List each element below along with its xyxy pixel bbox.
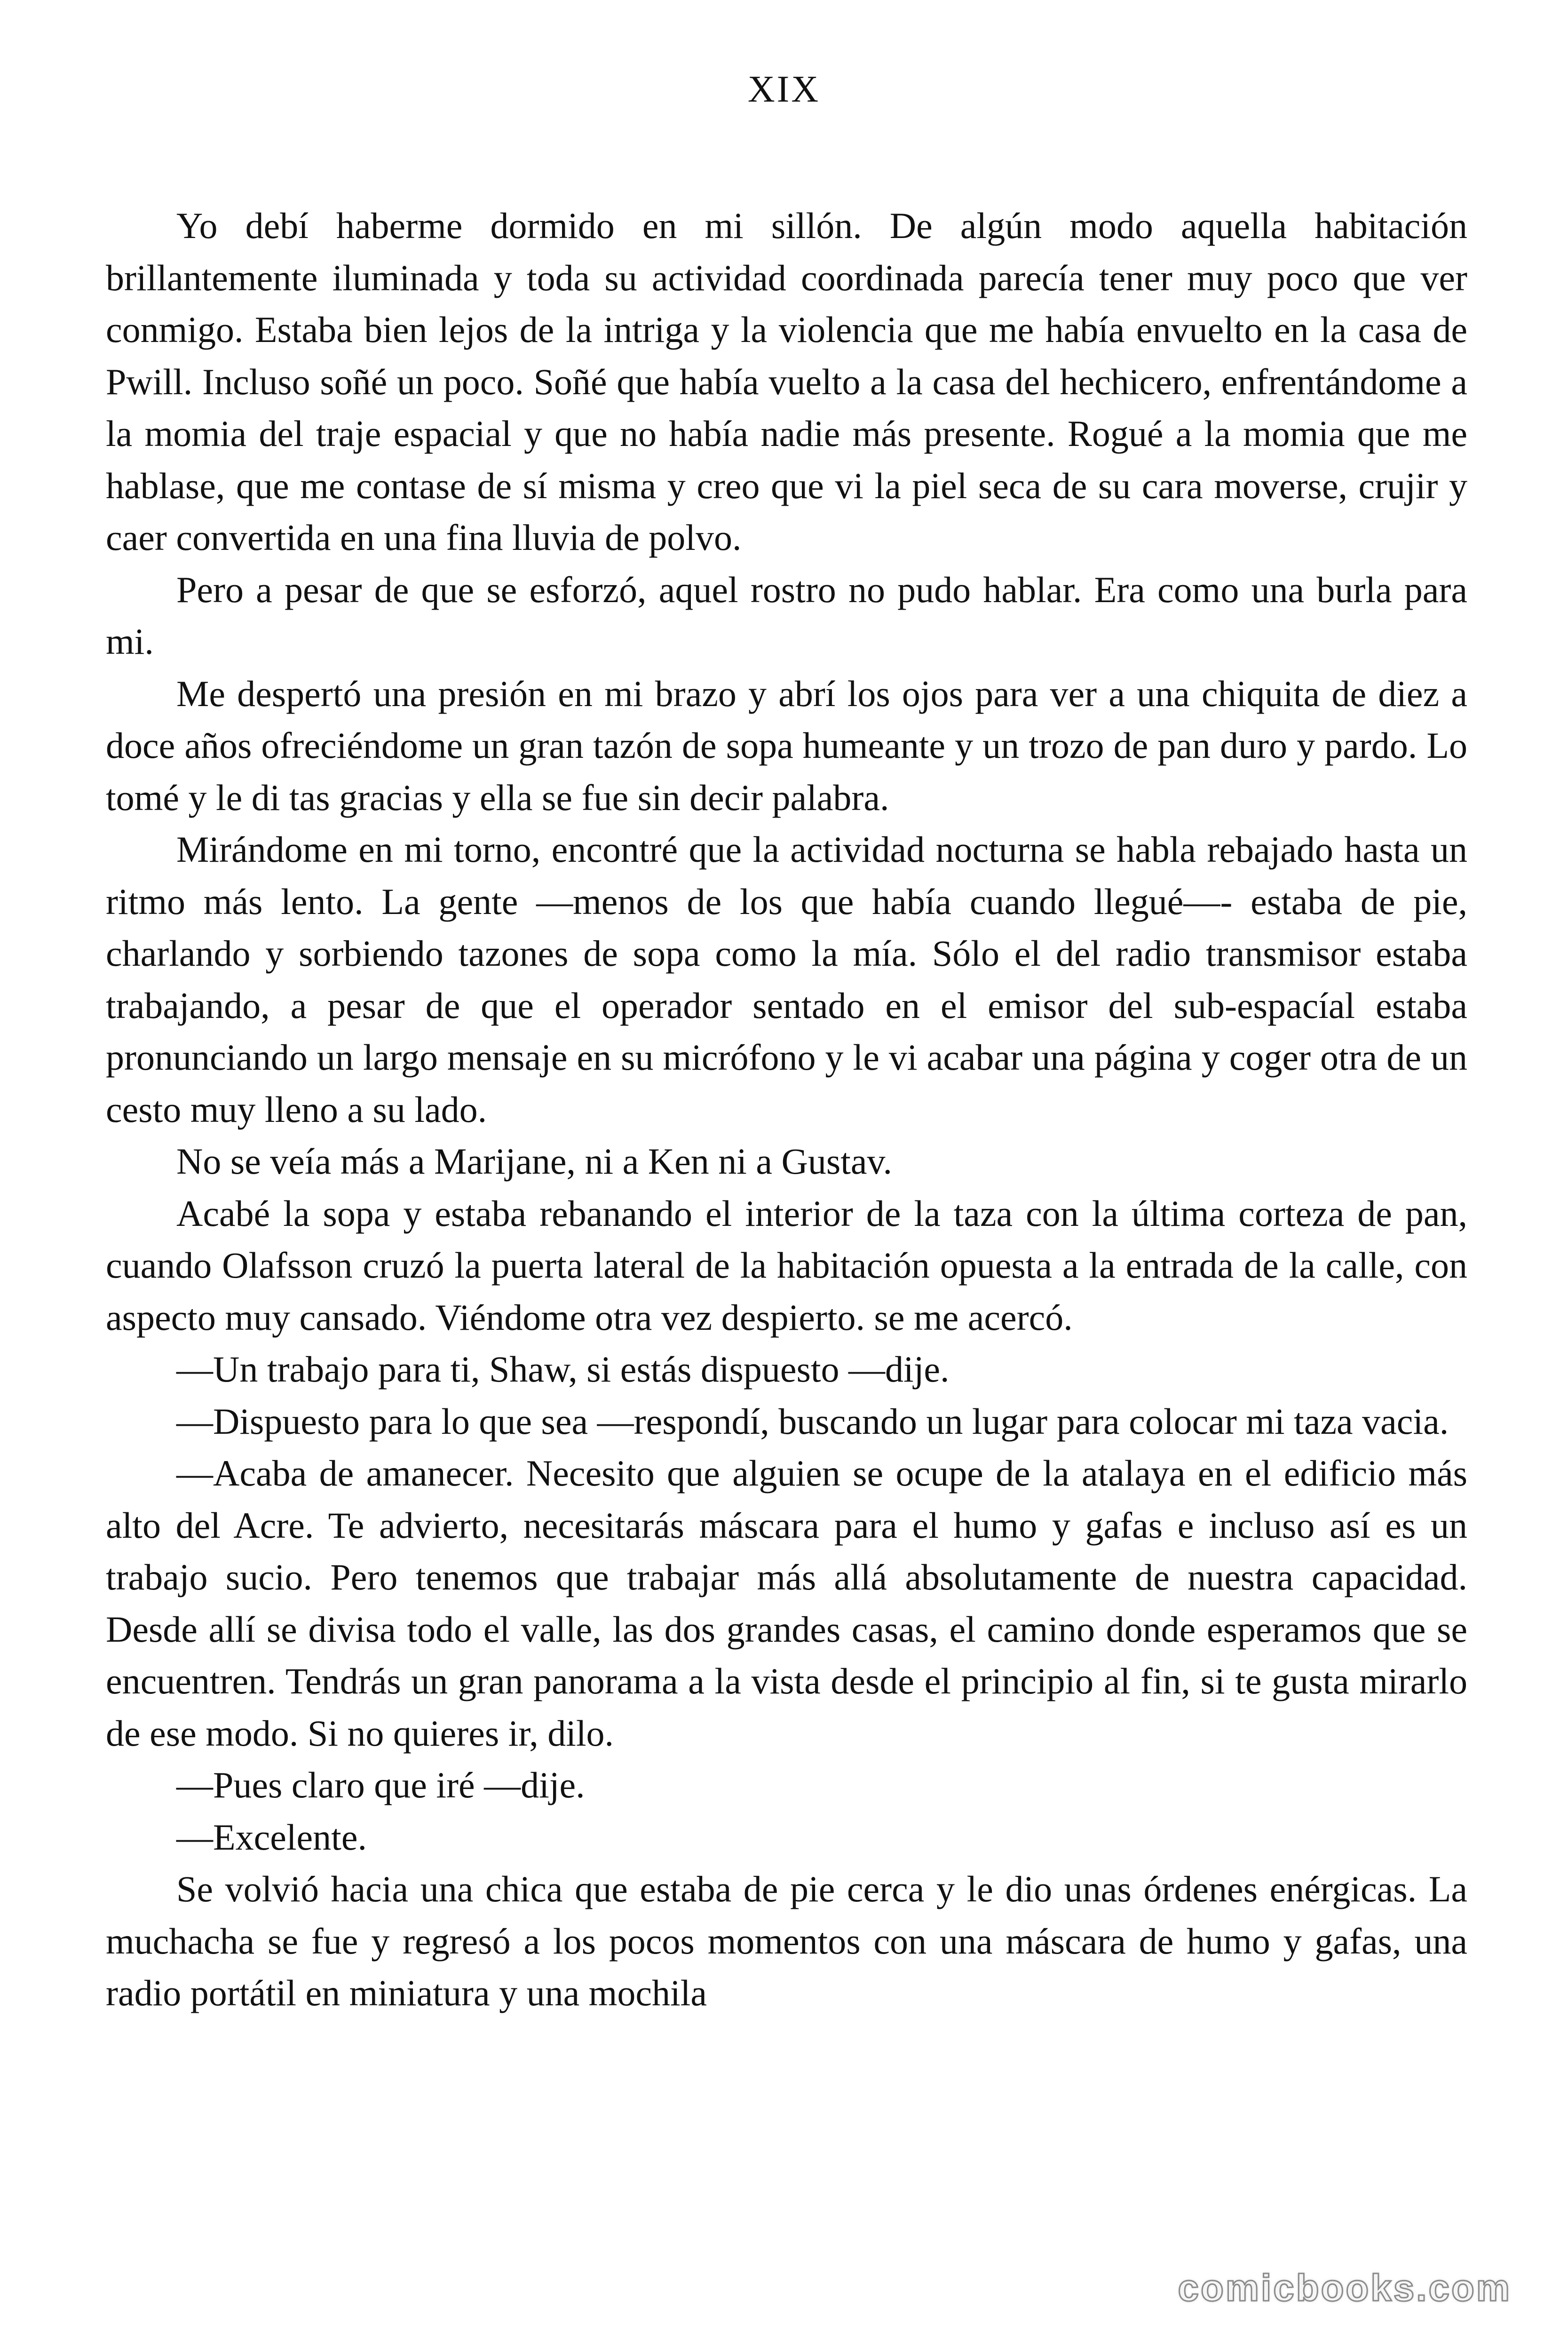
paragraph: —Pues claro que iré —dije. [176,1764,585,1805]
watermark: comicbooks.com [1178,2267,1512,2309]
paragraph: Se volvió hacia una chica que estaba de pie cerca y le dio unas órdenes enérgicas. La muchacha se fue y regresó a los pocos momentos con una máscara de humo y gafas, una radio portátil en miniatura y una mochila [106,1868,1467,2013]
paragraph: —Acaba de amanecer. Necesito que alguien se ocupe de la atalaya en el edificio más alto del Acre. Te advierto, necesitarás máscara para el humo y gafas e incluso así es un trabajo sucio. Pero tenemos que trabajar más allá absolutamente de nuestra capacidad. Desde allí se divisa todo el valle, las dos grandes casas, el camino donde esperamos que se encuentren. Tendrás un gran panorama a la vista desde el principio al fin, si te gusta mirarlo de ese modo. Si no quieres ir, dilo. [106,1453,1467,1754]
paragraph: No se veía más a Marijane, ni a Ken ni a Gustav. [176,1141,892,1182]
paragraph: —Excelente. [176,1816,367,1858]
paragraph: —Un trabajo para ti, Shaw, si estás dispuesto —dije. [176,1349,950,1390]
paragraph: Me despertó una presión en mi brazo y abrí los ojos para ver a una chiquita de diez a doce años ofreciéndome un gran tazón de sopa humeante y un trozo de pan duro y pardo. Lo tomé y le di tas gracias y ella se fue sin decir palabra. [106,673,1467,818]
paragraph: Mirándome en mi torno, encontré que la actividad nocturna se habla rebajado hasta un ritmo más lento. La gente —menos de los que había cuando llegué—- estaba de pie, charlando y sorbiendo tazones de sopa como la mía. Sólo el del radio transmisor estaba trabajando, a pesar de que el operador sentado en el emisor del sub-espacíal estaba pronunciando un largo mensaje en su micrófono y le vi acabar una página y coger otra de un cesto muy lleno a su lado. [106,829,1467,1130]
paragraph: Yo debí haberme dormido en mi sillón. De algún modo aquella habitación brillantemente iluminada y toda su actividad coordinada parecía tener muy poco que ver conmigo. Estaba bien lejos de la intriga y la violencia que me había envuelto en la casa de Pwill. Incluso soñé un poco. Soñé que había vuelto a la casa del hechicero, enfrentándome a la momia del traje espacial y que no había nadie más presente. Rogué a la momia que me hablase, que me contase de sí misma y creo que vi la piel seca de su cara moverse, crujir y caer convertida en una fina lluvia de polvo. [106,205,1467,558]
chapter-title: XIX [747,69,821,110]
paragraph: Pero a pesar de que se esforzó, aquel rostro no pudo hablar. Era como una burla para mi. [106,569,1467,662]
body-text [106,200,1467,2019]
paragraph: —Dispuesto para lo que sea —respondí, buscando un lugar para colocar mi taza vacia. [176,1400,1449,1442]
paragraph: Acabé la sopa y estaba rebanando el interior de la taza con la última corteza de pan, cuando Olafsson cruzó la puerta lateral de la habitación opuesta a la entrada de la calle, con aspecto muy cansado. Viéndome otra vez despierto. se me acercó. [106,1192,1467,1338]
